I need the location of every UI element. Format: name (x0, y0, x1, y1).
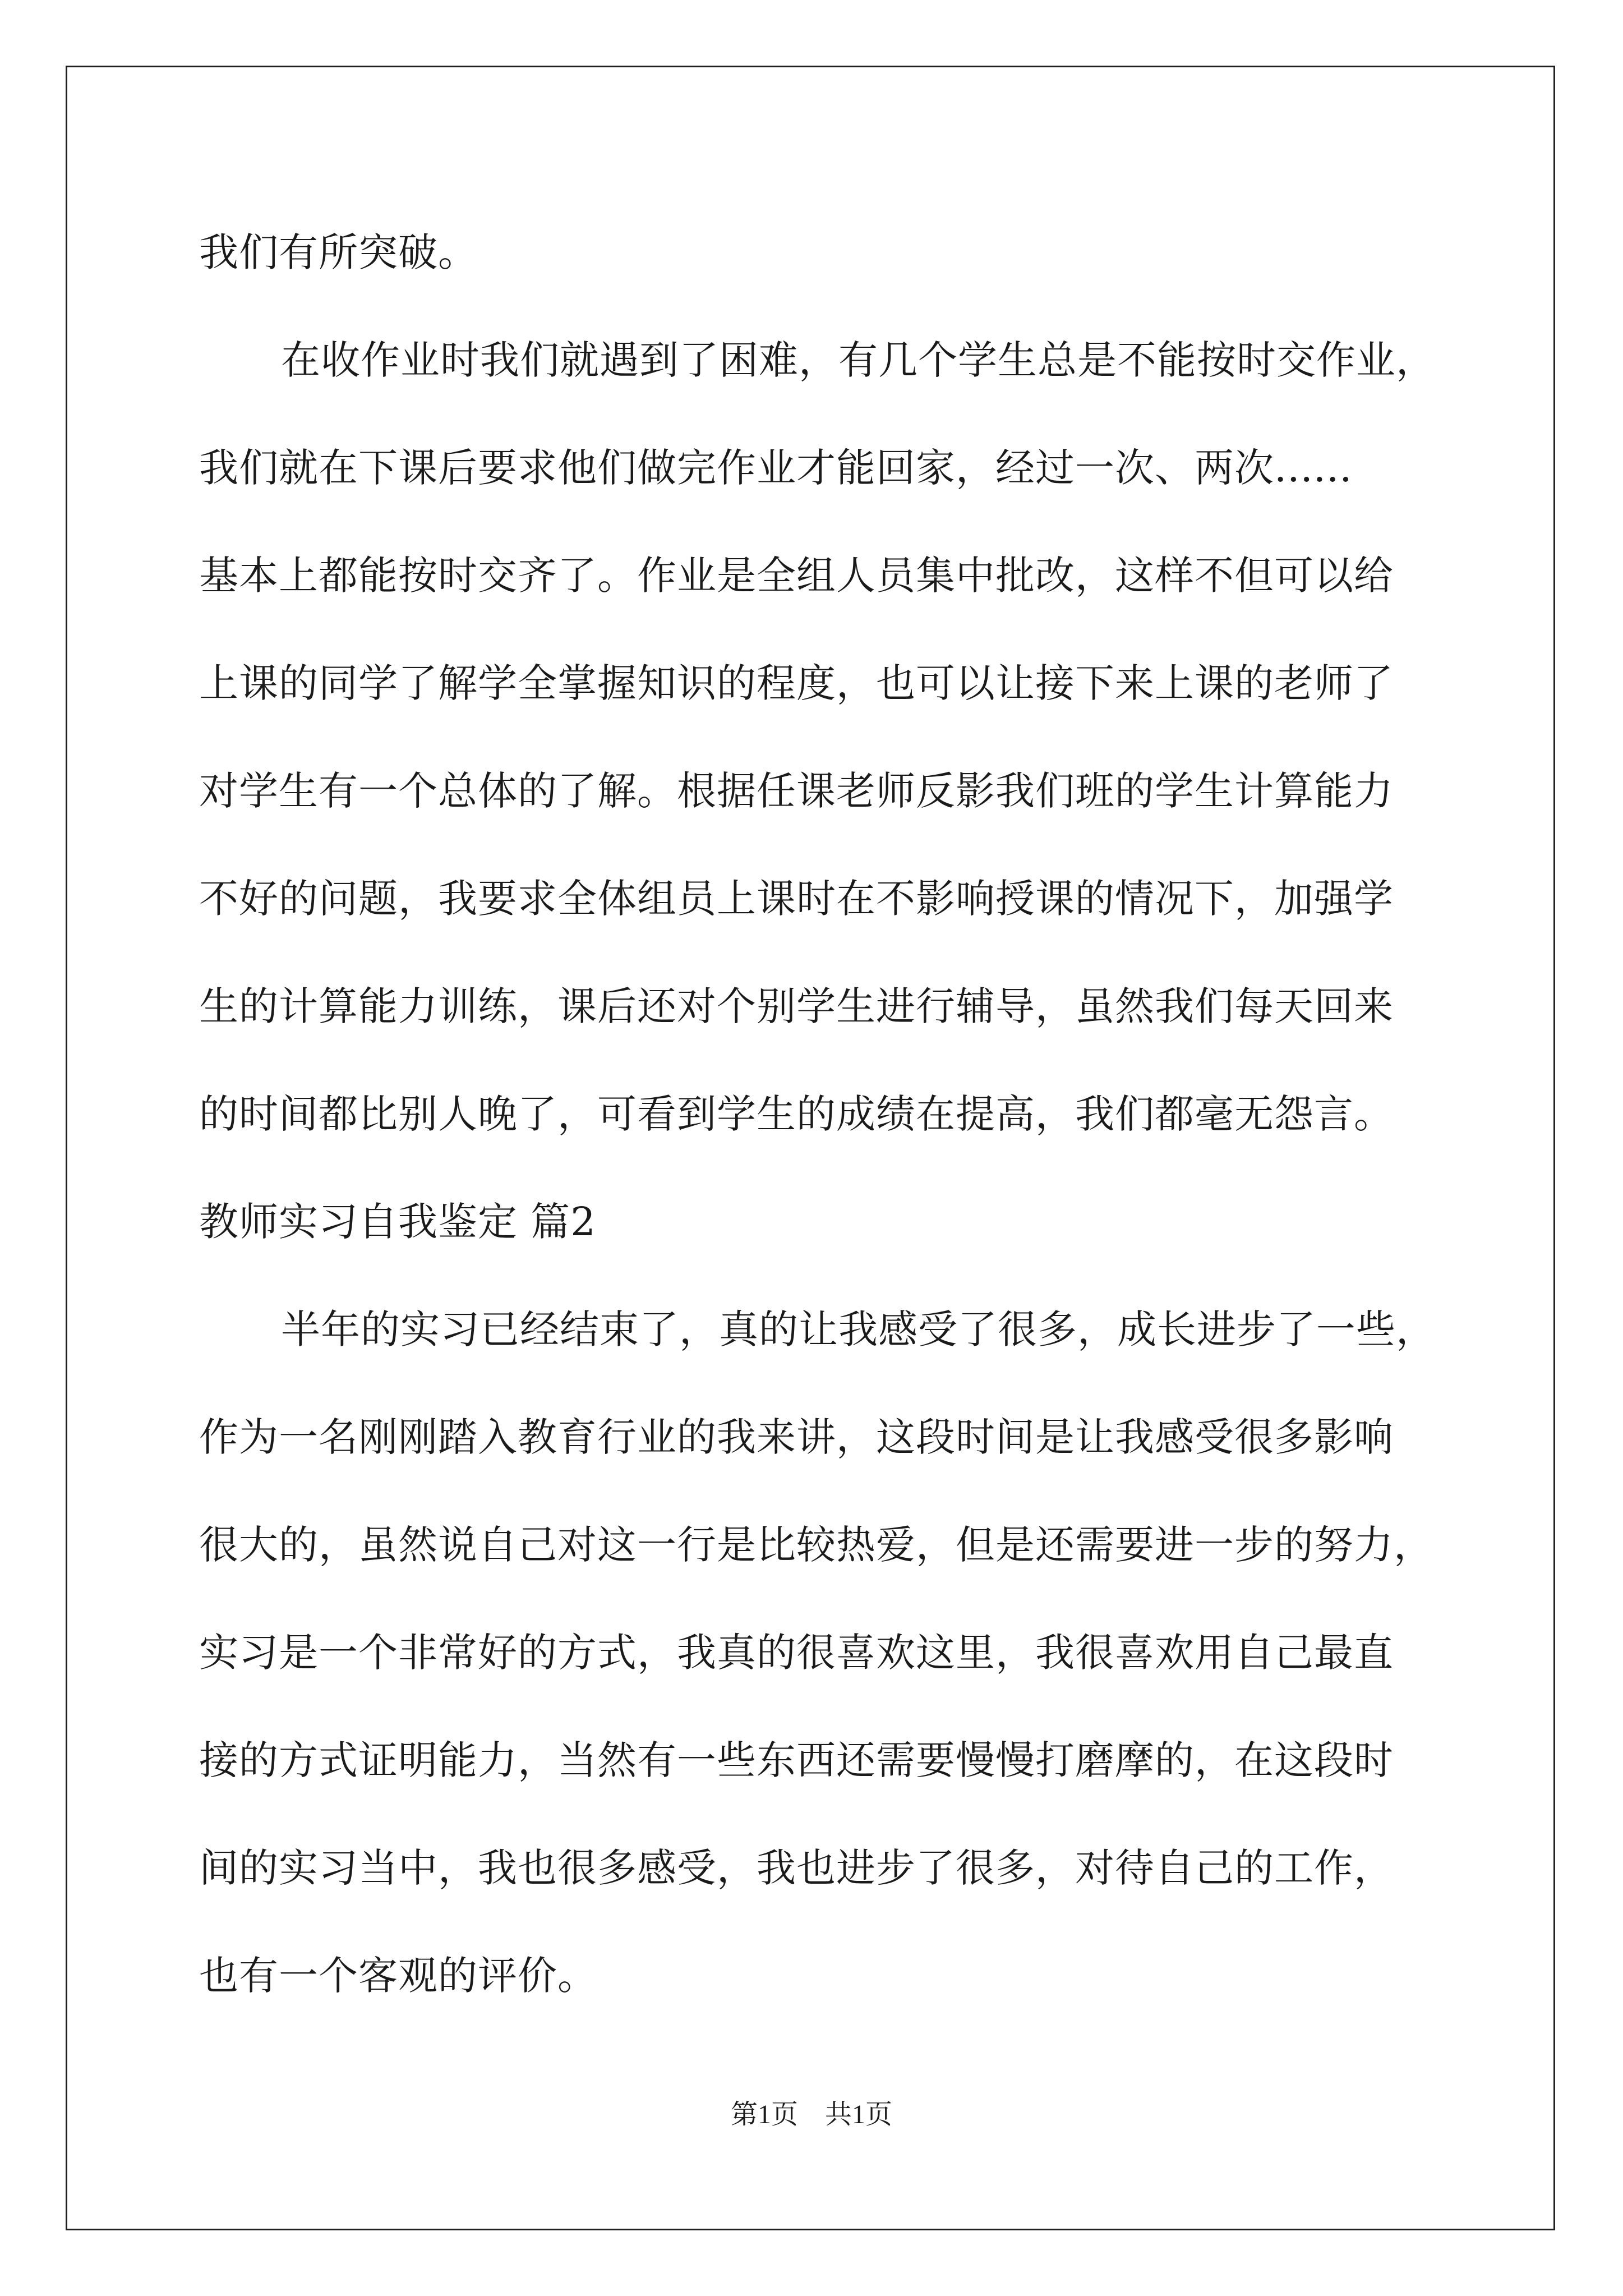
text-line: 不好的问题，我要求全体组员上课时在不影响授课的情况下，加强学 (199, 876, 1394, 922)
page-total: 共1页 (825, 2100, 893, 2129)
text-line: 的时间都比别人晚了，可看到学生的成绩在提高，我们都毫无怨言。 (199, 1091, 1394, 1137)
text-line: 生的计算能力训练，课后还对个别学生进行辅导，虽然我们每天回来 (199, 983, 1394, 1029)
text-line: 我们有所突破。 (199, 229, 478, 275)
text-line: 我们就在下课后要求他们做完作业才能回家，经过一次、两次...... (199, 445, 1353, 491)
text-line: 接的方式证明能力，当然有一些东西还需要慢慢打磨摩的，在这段时 (199, 1737, 1394, 1783)
text-line: 在收作业时我们就遇到了困难，有几个学生总是不能按时交作业， (281, 337, 1436, 383)
text-line: 半年的实习已经结束了，真的让我感受了很多，成长进步了一些， (281, 1306, 1436, 1352)
text-line: 间的实习当中，我也很多感受，我也进步了很多，对待自己的工作， (199, 1845, 1394, 1891)
page-number: 第1页 (730, 2100, 798, 2129)
text-line: 很大的，虽然说自己对这一行是比较热爱，但是还需要进一步的努力， (199, 1522, 1433, 1568)
text-line: 基本上都能按时交齐了。作业是全组人员集中批改，这样不但可以给 (199, 553, 1394, 599)
text-line: 对学生有一个总体的了解。根据任课老师反影我们班的学生计算能力 (199, 768, 1394, 814)
text-line: 上课的同学了解学全掌握知识的程度，也可以让接下来上课的老师了 (199, 660, 1394, 706)
document-body (199, 210, 1455, 2041)
page-footer (0, 2092, 1623, 2131)
text-line: 实习是一个非常好的方式，我真的很喜欢这里，我很喜欢用自己最直 (199, 1630, 1394, 1676)
text-line: 也有一个客观的评价。 (199, 1953, 597, 1999)
section-heading: 教师实习自我鉴定 篇2 (199, 1199, 596, 1245)
text-line: 作为一名刚刚踏入教育行业的我来讲，这段时间是让我感受很多影响 (199, 1414, 1394, 1460)
